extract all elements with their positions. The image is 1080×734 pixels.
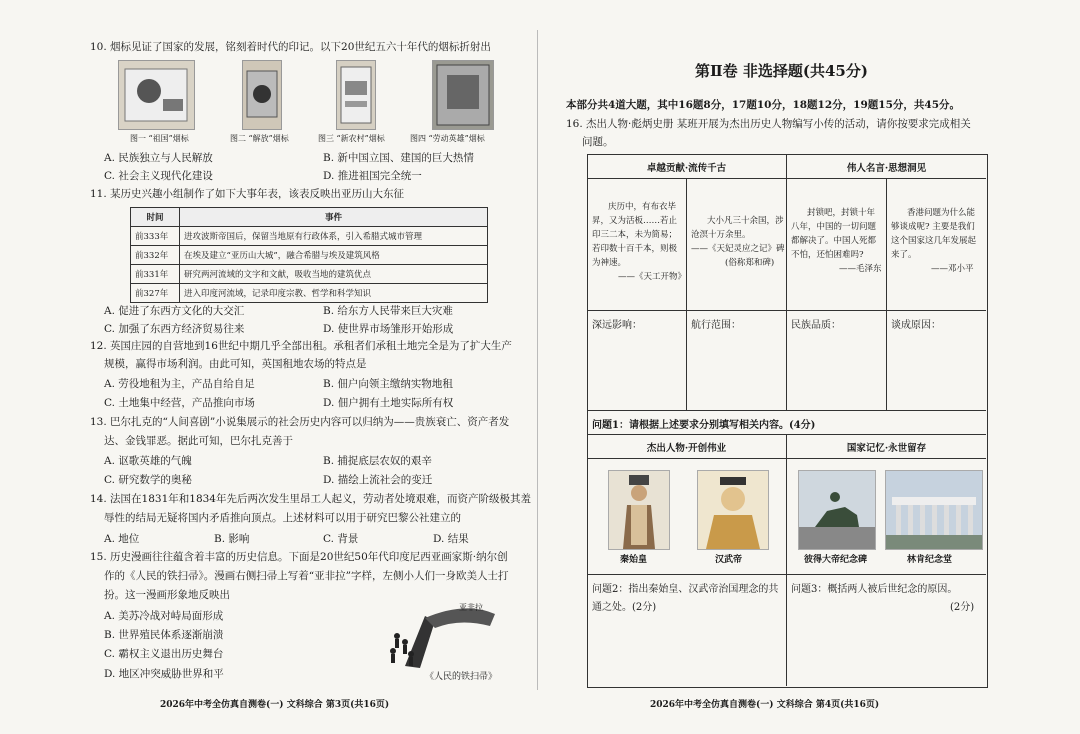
q10-figure-4 xyxy=(432,60,494,130)
row-divider xyxy=(587,310,986,311)
quote-4 xyxy=(891,206,976,276)
q10-caption-2: 图二 “解放”烟标 xyxy=(230,134,289,143)
q13-option-c[interactable]: C. 研究数学的奥秘 xyxy=(104,474,192,486)
quote-line: 大小凡三十余国，涉 xyxy=(707,216,784,226)
q13-stem-line2: 达、金钱罪恶。据此可知，巴尔扎克善于 xyxy=(104,435,293,447)
row-time: 前332年 xyxy=(131,246,180,265)
fill-label-reason[interactable]: 谈成原因： xyxy=(891,320,941,331)
q16-stem-line2: 问题。 xyxy=(582,136,614,148)
han-wudi-image xyxy=(697,470,769,550)
header-achievements: 杰出人物·开创伟业 xyxy=(646,443,727,454)
quote-line: 沧溟十万余里。 xyxy=(691,230,751,240)
quote-line: 这个国家这几年发展起 xyxy=(891,236,977,246)
quote-line: 若印数十百千本，则极 xyxy=(592,244,678,254)
section-intro: 本部分共4道大题，其中16题8分，17题10分，18题12分，19题15分，共45分。 xyxy=(566,99,961,111)
row-event: 进入印度河流域，记录印度宗教、哲学和科学知识 xyxy=(180,284,488,303)
page-4-footer: 2026年中考全仿真自测卷(一) 文科综合 第4页(共16页) xyxy=(650,700,880,710)
q11-stem: 11. 某历史兴趣小组制作了如下大事年表，该表反映出亚历山大东征 xyxy=(90,188,405,200)
q15-option-b[interactable]: B. 世界殖民体系逐渐崩溃 xyxy=(104,629,224,641)
quote-line: 来了。 xyxy=(891,250,917,260)
q11-option-d[interactable]: D. 使世界市场雏形开始形成 xyxy=(323,323,454,335)
quote-line: 够谈成呢? 主要是我们 xyxy=(891,222,975,232)
q10-figure-2 xyxy=(242,60,282,130)
row-time: 前331年 xyxy=(131,265,180,284)
q11-option-a[interactable]: A. 促进了东西方文化的大交汇 xyxy=(104,305,245,317)
q10-option-b[interactable]: B. 新中国立国、建国的巨大热情 xyxy=(323,152,474,164)
question-3: 问题3：概括两人被后世纪念的原因。 xyxy=(791,584,958,595)
quote-line: 封锁吧，封锁十年 xyxy=(807,208,876,218)
table-header-time: 时间 xyxy=(131,208,180,227)
col-divider xyxy=(786,434,787,686)
header-contribution: 卓越贡献·流传千古 xyxy=(646,163,727,174)
fill-label-quality[interactable]: 民族品质： xyxy=(791,320,841,331)
q15-option-d[interactable]: D. 地区冲突威胁世界和平 xyxy=(104,668,224,680)
quote-3 xyxy=(791,206,882,276)
quote-source: ——《天工开物》 xyxy=(618,272,687,282)
q14-option-a[interactable]: A. 地位 xyxy=(104,533,140,545)
col-divider xyxy=(786,154,787,410)
quote-line: 为神速。 xyxy=(592,258,627,268)
row-divider xyxy=(587,574,986,575)
col-divider xyxy=(686,178,687,410)
q14-stem-line1: 14. 法国在1831年和1834年先后两次发生里昂工人起义，劳动者处境艰难，而资产阶级极其羞 xyxy=(90,493,531,505)
question-3-score: (2分) xyxy=(950,602,975,613)
q12-option-c[interactable]: C. 土地集中经营，产品推向市场 xyxy=(104,397,255,409)
caption-lincoln-memorial: 林肯纪念堂 xyxy=(907,555,953,565)
quote-line: 都解决了。中国人死都 xyxy=(791,236,877,246)
q12-option-d[interactable]: D. 佃户拥有土地实际所有权 xyxy=(323,397,454,409)
row-divider xyxy=(587,410,986,411)
question-2-line1: 问题2：指出秦始皇、汉武帝治国理念的共 xyxy=(592,584,779,595)
question-2-line2: 通之处。(2分) xyxy=(592,602,657,613)
q10-caption-4: 图四 “劳动英雄”烟标 xyxy=(410,134,485,143)
fill-label-impact[interactable]: 深远影响： xyxy=(592,320,642,331)
quote-line: 庆历中，有布衣毕 xyxy=(608,202,677,212)
q15-stem-line1: 15. 历史漫画往往蕴含着丰富的历史信息。下面是20世纪50年代印度尼西亚画家斯·纳尔创 xyxy=(90,551,508,563)
q15-cartoon-caption: 《人民的铁扫帚》 xyxy=(425,672,498,682)
quote-2 xyxy=(691,214,785,270)
q10-stem: 10. 烟标见证了国家的发展，铭刻着时代的印记。以下20世纪五六十年代的烟标折射出 xyxy=(90,41,491,53)
section-title: 第Ⅱ卷 非选择题(共45分) xyxy=(695,62,868,80)
q10-option-a[interactable]: A. 民族独立与人民解放 xyxy=(104,152,213,164)
quote-source: ——毛泽东 xyxy=(839,264,882,274)
quote-source: ——《天妃灵应之记》碑 xyxy=(691,244,785,254)
row-event: 在埃及建立“亚历山大城”，融合希腊与埃及建筑风格 xyxy=(180,246,488,265)
caption-qin-shihuang: 秦始皇 xyxy=(620,555,648,565)
q11-option-b[interactable]: B. 给东方人民带来巨大灾难 xyxy=(323,305,453,317)
q16-stem-line1: 16. 杰出人物·彪炳史册 某班开展为杰出历史人物编写小传的活动，请你按要求完成相关 xyxy=(566,118,971,130)
q15-stem-line3: 扮。这一漫画形象地反映出 xyxy=(104,589,230,601)
row-event: 进攻波斯帝国后，保留当地原有行政体系，引入希腊式城市管理 xyxy=(180,227,488,246)
q13-option-a[interactable]: A. 讴歌英雄的气魄 xyxy=(104,455,192,467)
quote-source: (俗称郑和碑) xyxy=(725,258,775,268)
row-time: 前327年 xyxy=(131,284,180,303)
q12-stem-line1: 12. 英国庄园的自营地到16世纪中期几乎全部出租。承租者们承租土地完全是为了扩大生产 xyxy=(90,340,512,352)
quote-line: 八年，中国的一切问题 xyxy=(791,222,877,232)
q11-timeline-table xyxy=(130,207,488,303)
q10-figure-3 xyxy=(336,60,376,130)
q10-option-d[interactable]: D. 推进祖国完全统一 xyxy=(323,170,422,182)
q10-caption-1: 图一 “祖国”烟标 xyxy=(130,134,189,143)
quote-1 xyxy=(592,200,686,284)
table-row xyxy=(131,246,488,265)
page-3-footer: 2026年中考全仿真自测卷(一) 文科综合 第3页(共16页) xyxy=(160,700,390,710)
q14-option-b[interactable]: B. 影响 xyxy=(214,533,250,545)
q13-option-d[interactable]: D. 描绘上流社会的变迁 xyxy=(323,474,433,486)
q12-stem-line2: 规模，赢得市场利润。由此可知，英国租地农场的特点是 xyxy=(104,358,367,370)
q15-option-a[interactable]: A. 美苏冷战对峙局面形成 xyxy=(104,610,224,622)
header-quotes: 伟人名言·思想洞见 xyxy=(846,163,927,174)
row-time: 前333年 xyxy=(131,227,180,246)
q13-option-b[interactable]: B. 捕捉底层农奴的艰辛 xyxy=(323,455,432,467)
quote-line: 印三二本，未为简易； xyxy=(592,230,678,240)
table-row xyxy=(131,227,488,246)
lincoln-memorial-image xyxy=(885,470,983,550)
caption-han-wudi: 汉武帝 xyxy=(715,555,743,565)
q10-figure-1 xyxy=(118,60,195,130)
quote-line: 不怕，还怕困难吗? xyxy=(791,250,864,260)
quote-source: ——邓小平 xyxy=(931,264,974,274)
qin-shihuang-image xyxy=(608,470,670,550)
table-row xyxy=(131,265,488,284)
q10-option-c[interactable]: C. 社会主义现代化建设 xyxy=(104,170,213,182)
q10-caption-3: 图三 “新农村”烟标 xyxy=(318,134,385,143)
quote-line: 昇，又为活板……若止 xyxy=(592,216,678,226)
table-header-event: 事件 xyxy=(180,208,488,227)
fill-label-range[interactable]: 航行范围： xyxy=(691,320,741,331)
q14-stem-line2: 辱性的结局无疑将国内矛盾推向顶点。上述材料可以用于研究巴黎公社建立的 xyxy=(104,512,461,524)
header-memory: 国家记忆·永世留存 xyxy=(846,443,927,454)
q14-option-c[interactable]: C. 背景 xyxy=(323,533,359,545)
q11-option-c[interactable]: C. 加强了东西方经济贸易往来 xyxy=(104,323,245,335)
q15-option-c[interactable]: C. 霸权主义退出历史舞台 xyxy=(104,648,224,660)
quote-line: 香港问题为什么能 xyxy=(907,208,976,218)
q15-cartoon xyxy=(385,596,500,674)
caption-peter-monument: 彼得大帝纪念碑 xyxy=(804,555,868,565)
question-2-answer-area[interactable] xyxy=(592,618,782,682)
broom-label: 亚非拉 xyxy=(459,603,483,612)
q13-stem-line1: 13. 巴尔扎克的“人间喜剧”小说集展示的社会历史内容可以归纳为——贵族衰亡、资产者发 xyxy=(90,416,510,428)
col-divider xyxy=(886,178,887,410)
question-3-answer-area[interactable] xyxy=(791,618,981,682)
row-event: 研究两河流域的文字和文献，吸收当地的建筑优点 xyxy=(180,265,488,284)
peter-monument-image xyxy=(798,470,876,550)
q14-option-d[interactable]: D. 结果 xyxy=(433,533,469,545)
page-4 xyxy=(540,0,1080,734)
q15-stem-line2: 作的《人民的铁扫帚》。漫画右侧扫帚上写着“亚非拉”字样，左侧小人们一身欧美人士打 xyxy=(104,570,509,582)
question-1: 问题1：请根据上述要求分别填写相关内容。(4分) xyxy=(592,420,816,431)
table-row xyxy=(131,284,488,303)
q12-option-b[interactable]: B. 佃户向领主缴纳实物地租 xyxy=(323,378,453,390)
q12-option-a[interactable]: A. 劳役地租为主，产品自给自足 xyxy=(104,378,255,390)
